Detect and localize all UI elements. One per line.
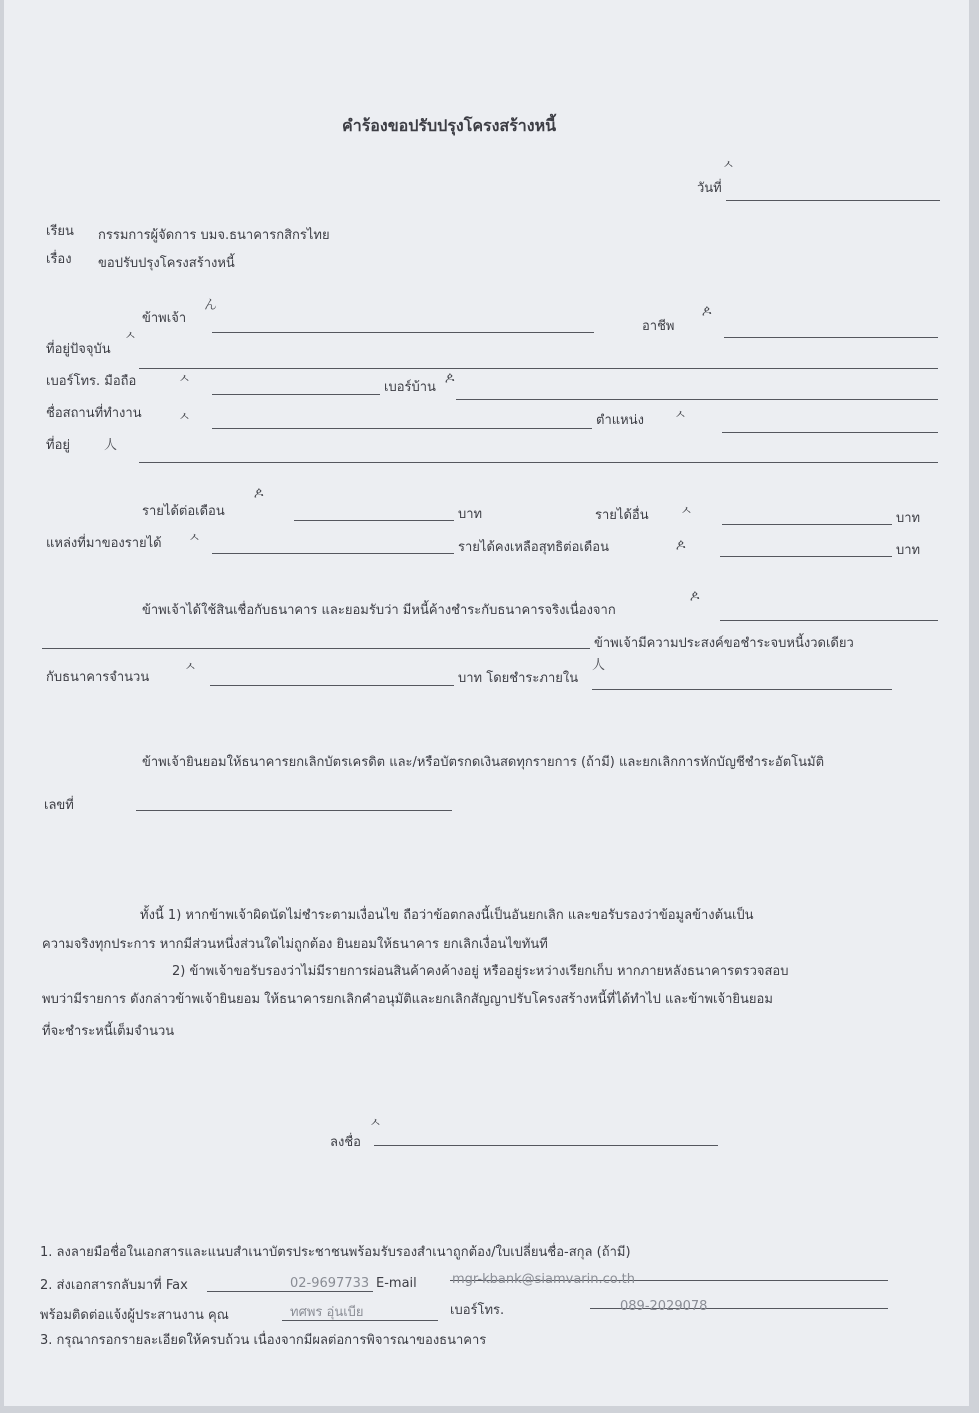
debt-text-1: ข้าพเจ้าได้ใช้สินเชื่อกับธนาคาร และยอมรับว่า มีหนี้ค้างชำระกับธนาคารจริงเนื่องจาก xyxy=(142,603,616,618)
position-label: ตำแหน่ง xyxy=(596,413,644,428)
checkmark: ん xyxy=(204,298,218,313)
baht-label: บาท xyxy=(896,543,921,558)
number-line[interactable] xyxy=(136,810,452,811)
terms-line-5: ที่จะชำระหนี้เต็มจำนวน xyxy=(42,1024,175,1039)
subject-label: เรื่อง xyxy=(46,252,72,267)
income-source-label: แหล่งที่มาของรายได้ xyxy=(46,536,162,551)
terms-line-2: ความจริงทุกประการ หากมีส่วนหนึ่งส่วนใดไม่ถูกต้อง ยินยอมให้ธนาคาร ยกเลิกเงื่อนไขทันที xyxy=(42,937,548,952)
cancel-text: ข้าพเจ้ายินยอมให้ธนาคารยกเลิกบัตรเครดิต และ/หรือบัตรกดเงินสดทุกรายการ (ถ้ามี) และยกเลิกการหักบัญชีชำระอัตโนมัติ xyxy=(142,755,825,770)
name-line[interactable] xyxy=(212,332,594,333)
checkmark: ㅅ xyxy=(674,408,687,423)
occupation-label: อาชีพ xyxy=(642,319,675,334)
net-income-label: รายได้คงเหลือสุทธิต่อเดือน xyxy=(458,540,609,555)
debt-text-3b: บาท โดยชำระภายใน xyxy=(458,671,579,686)
note-2-label: 2. ส่งเอกสารกลับมาที่ Fax xyxy=(40,1278,188,1293)
date-label: วันที่ xyxy=(697,181,722,196)
terms-line-3: 2) ข้าพเจ้าขอรับรองว่าไม่มีรายการผ่อนสินค้าคงค้างอยู่ หรืออยู่ระหว่างเรียกเก็บ หากภายหลังธนาคารตรวจสอบ xyxy=(172,964,789,979)
checkmark: 人 xyxy=(592,658,606,673)
checkmark: ㅅ xyxy=(178,372,191,387)
email-value: mgr-kbank@siamvarin.co.th xyxy=(452,1272,635,1287)
occupation-line[interactable] xyxy=(724,337,938,338)
workplace-label: ชื่อสถานที่ทำงาน xyxy=(46,406,142,421)
monthly-income-label: รายได้ต่อเดือน xyxy=(142,504,225,519)
checkmark: 人 xyxy=(104,438,118,453)
terms-line-4: พบว่ามีรายการ ดังกล่าวข้าพเจ้ายินยอม ให้ธนาคารยกเลิกคำอนุมัติและยกเลิกสัญญาปรับโครงสร้างหนี้ที่ได้ทำไป และข้าพเจ้ายินยอม xyxy=(42,992,773,1007)
work-address-label: ที่อยู่ xyxy=(46,438,70,453)
workplace-line[interactable] xyxy=(212,428,592,429)
signature-label: ลงชื่อ xyxy=(330,1135,361,1150)
checkmark: ㅅ xyxy=(184,660,197,675)
mobile-label: เบอร์โทร. มือถือ xyxy=(46,374,137,389)
form-page xyxy=(4,0,969,1406)
contact-name: ทศพร อุ่นเบีย xyxy=(290,1305,364,1320)
phone-value: 089-2029078 xyxy=(620,1299,708,1314)
checkmark: ㅅ xyxy=(188,531,201,546)
email-label: E-mail xyxy=(376,1276,417,1291)
address-line[interactable] xyxy=(139,368,938,369)
form-title: คำร้องขอปรับปรุงโครงสร้างหนี้ xyxy=(342,116,557,135)
position-line[interactable] xyxy=(722,432,938,433)
subject-value: ขอปรับปรุงโครงสร้างหนี้ xyxy=(98,256,235,271)
checkmark: ㅅ xyxy=(178,410,191,425)
other-income-line[interactable] xyxy=(722,524,892,525)
home-phone-line[interactable] xyxy=(456,399,938,400)
work-address-line[interactable] xyxy=(139,462,938,463)
note-1: 1. ลงลายมือชื่อในเอกสารและแนบสำเนาบัตรประชาชนพร้อมรับรองสำเนาถูกต้อง/ใบเปลี่ยนชื่อ-สกุล (ถ้ามี) xyxy=(40,1245,631,1260)
monthly-income-line[interactable] xyxy=(294,520,454,521)
terms-line-1: ทั้งนี้ 1) หากข้าพเจ้าผิดนัดไม่ชำระตามเงื่อนไข ถือว่าข้อตกลงนี้เป็นอันยกเลิก และขอรับรองว่าข้อมูลข้างต้นเป็น xyxy=(140,908,754,923)
name-label: ข้าพเจ้า xyxy=(142,311,187,326)
signature-line[interactable] xyxy=(374,1145,718,1146)
note-3: 3. กรุณากรอกรายละเอียดให้ครบถ้วน เนื่องจากมีผลต่อการพิจารณาของธนาคาร xyxy=(40,1333,487,1348)
phone-label: เบอร์โทร. xyxy=(450,1303,505,1318)
checkmark: ዾ xyxy=(690,588,700,603)
checkmark: ዾ xyxy=(445,370,455,385)
date-line[interactable] xyxy=(726,200,940,201)
address-label: ที่อยู่ปัจจุบัน xyxy=(46,342,111,357)
to-value: กรรมการผู้จัดการ บมจ.ธนาคารกสิกรไทย xyxy=(98,228,330,243)
checkmark: ㅅ xyxy=(680,504,693,519)
debt-amount-line[interactable] xyxy=(210,685,454,686)
baht-label: บาท xyxy=(458,507,483,522)
debt-text-2: ข้าพเจ้ามีความประสงค์ขอชำระจบหนี้งวดเดียว xyxy=(594,636,854,651)
mobile-line[interactable] xyxy=(212,394,380,395)
checkmark: ㅅ xyxy=(369,1116,382,1131)
other-income-label: รายได้อื่น xyxy=(595,508,649,523)
checkmark: ㅅ xyxy=(722,158,735,173)
debt-due-line[interactable] xyxy=(592,689,892,690)
net-income-line[interactable] xyxy=(720,556,892,557)
income-source-line[interactable] xyxy=(212,553,454,554)
checkmark: ዾ xyxy=(676,537,686,552)
debt-text-3a: กับธนาคารจำนวน xyxy=(46,670,150,685)
debt-reason-line-2[interactable] xyxy=(42,648,590,649)
fax-value: 02-9697733 xyxy=(290,1276,370,1291)
number-label: เลขที่ xyxy=(44,798,74,813)
checkmark: ዾ xyxy=(254,485,264,500)
to-label: เรียน xyxy=(46,224,74,239)
contact-label: พร้อมติดต่อแจ้งผู้ประสานงาน คุณ xyxy=(40,1308,229,1323)
debt-reason-line[interactable] xyxy=(720,620,938,621)
checkmark: ㅅ xyxy=(124,329,137,344)
checkmark: ዾ xyxy=(702,303,712,318)
home-phone-label: เบอร์บ้าน xyxy=(384,380,436,395)
baht-label: บาท xyxy=(896,511,921,526)
